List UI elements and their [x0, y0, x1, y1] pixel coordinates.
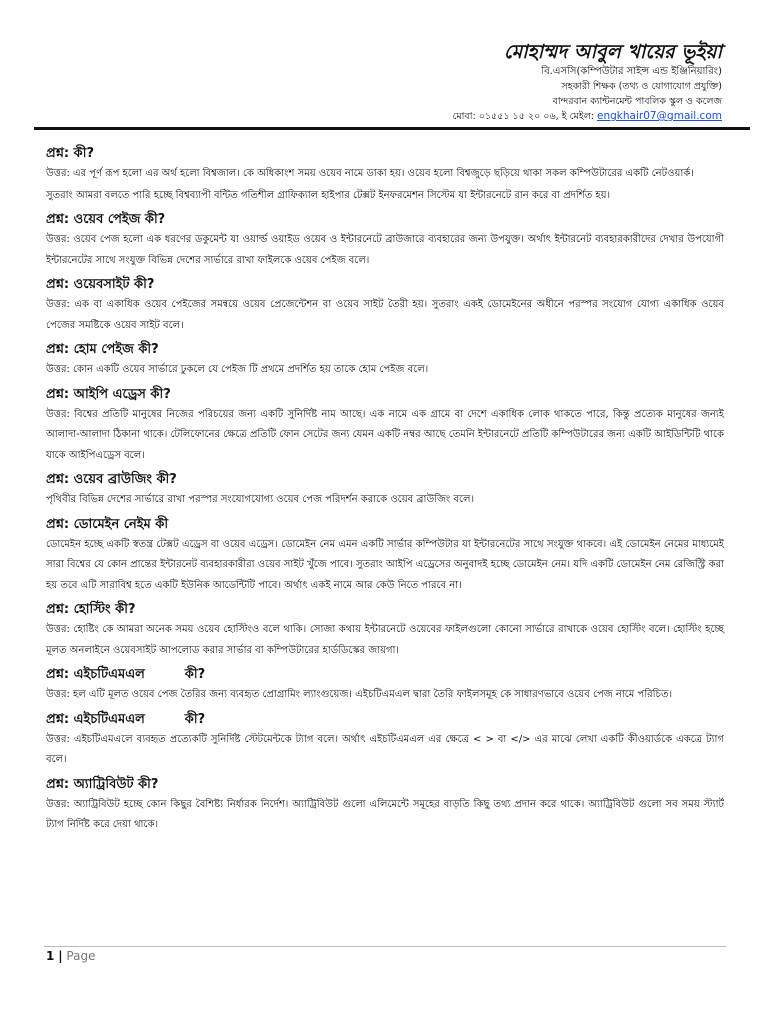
answer-paragraph: সুতরাং আমরা বলতে পারি হচ্ছে বিশ্বব্যাপী বন্টিত গতিশীল গ্রাফিক্যাল হাইপার টেক্সট ইনফরমেশন সিস্টেম যা ইন্টারনেটে রান করে বা প্রদর্শিত হয়।	[46, 189, 611, 201]
question-heading	[46, 665, 724, 685]
answer-paragraph: উত্তর: হল এটি মূলত ওয়েব পেজ তৈরির জন্য ব্যবহৃত প্রোগ্রামিং ল্যাংগুয়েজ। এইচটিএমএল দ্বারা তৈরি ফাইলসমূহ কে সাধারণভাবে ওয়েব পেজ নামে পরিচিত।	[46, 689, 673, 700]
question-heading	[46, 340, 724, 360]
question-prefix: প্রশ্ন:	[46, 212, 70, 227]
question-prefix: প্রশ্ন:	[46, 776, 70, 792]
question-heading	[46, 515, 724, 535]
question-heading	[46, 710, 724, 730]
answer-paragraph: উত্তর: অ্যাট্রিবিউট হচ্ছে কোন কিছুর বৈশিষ্ট্য নির্ধারক নির্দেশ। অ্যাট্রিবিউট গুলো এলিমেন্টে সমূহের বাড়তি কিছু তথ্য প্রদান করে থাকে। অ্যাট্রিবিউট গুলো সব সময় স্ট্যার্ট ট্যাগ নির্দিষ্ট করে দেয়া থাকে।	[46, 798, 724, 830]
footer-divider	[44, 946, 726, 947]
question-heading	[46, 144, 724, 164]
question-title: এইচটিএমএল	[73, 667, 145, 682]
question-heading	[46, 210, 724, 230]
question-heading	[46, 275, 724, 295]
answer-paragraph: ডোমেইন হচ্ছে একটি স্বতন্ত্র টেক্সট এড্রেস বা ওয়েব এড্রেস। ডোমেইন নেম এমন একটি সার্ভার কম্পিউটার যা ইন্টারনেটের সাথে সংযুক্ত থাকবে। এই ডোমেইন নেমের মাধ্যমেই সারা বিশ্বের যে কোন প্রান্তের ইন্টারনেট ব্যবহারকারীরা ওয়েব সাইট খুঁজে পাবে। সুতরাং আইপি এড্রেসের অনুবাদই হচ্ছে ডোমেইন নেম। যদি একটি ডোমেইন নেম রেজিস্ট্রি করা হয় তবে এটি সারাবিশ্ব হতে একটি ইউনিক আডেন্টিটি পাবে। অর্থাৎ একই নামে আর কেউ নিতে পারবে না।	[46, 538, 724, 591]
answer-paragraph: উত্তর: হোষ্টিং কে আমরা অনেক সময় ওয়েব হোস্টিংও বলে থাকি। সোজা কথায় ইন্টারনেটে ওয়েবের ফাইলগুলো কোনো সার্ভারে রাখাকে ওয়েব হোস্টিং বলে। হোস্টিং হচ্ছে মূলত অনলাইনে ওয়েবসাইট আপলোড করার সার্ভার বা কম্পিউটারের হার্ডডিস্কের জায়গা।	[46, 624, 724, 656]
question-title: হোম পেইজ কী?	[73, 342, 159, 357]
question-prefix: প্রশ্ন:	[46, 667, 70, 682]
author-name: মোহাম্মদ আবুল খায়ের ভূইয়া	[503, 41, 722, 63]
question-suffix: কী?	[184, 711, 206, 727]
document-body	[46, 140, 724, 836]
question-title: ওয়েব ব্রাউজিং কী?	[73, 472, 177, 487]
contact-phone: মোবা: ০১৫৫১ ১৫ ২০ ০৬, ই মেইল:	[452, 111, 594, 122]
question-title: আইপি এড্রেস কী?	[73, 386, 171, 402]
document-header	[453, 40, 722, 124]
question-heading	[46, 385, 724, 405]
question-title: কী?	[73, 146, 94, 161]
answer-paragraph: উত্তর: এক বা একাধিক ওয়েব পেইজের সমন্বয়ে ওয়েব প্রেজেন্টেশন বা ওয়েব সাইট তৈরী হয়। সুতরাং একই ডোমেইনের অধীনে পরস্পর সংযোগ যোগ্য একাধিক ওয়েব পেজের সমষ্টিকে ওয়েব সাইট বলে।	[46, 299, 724, 331]
question-heading	[46, 600, 724, 620]
question-prefix: প্রশ্ন:	[46, 146, 70, 161]
question-suffix: কী?	[184, 667, 206, 682]
question-prefix: প্রশ্ন:	[46, 277, 70, 292]
page-separator: |	[58, 949, 63, 963]
author-contact	[453, 109, 722, 124]
answer-paragraph: উত্তর: ওয়েব পেজ হলো এক ধরণের ডকুমেন্ট যা ওয়ার্ল্ড ওয়াইড ওয়েব ও ইন্টারনেটে ব্রাউজারে ব্যবহারের জন্য উপযুক্ত। অর্থাৎ ইন্টারনেট ব্যবহারকারীদের দেখার উপযোগী ইন্টারনেটের সাথে সংযুক্ত বিভিন্ন দেশের সার্ভারে রাখা ফাইলকে ওয়েব পেইজ বলে।	[46, 234, 724, 266]
question-prefix: প্রশ্ন:	[46, 342, 70, 357]
answer-paragraph: উত্তর: বিশ্বের প্রতিটি মানুষের নিজের পরিচয়ের জন্য একটি সুনির্দিষ্ট নাম আছে। এক নামে এক গ্রামে বা দেশে একাধিক লোক থাকতে পারে, কিন্তু প্রত্যেক মানুষের জন্যই আলাদা-আলাদা ঠিকানা থাকে। টেলিফোনের ক্ষেত্রে প্রতিটি ফোন সেটের জন্য যেমন একটি নম্বর আছে তেমনি ইন্টারনেটে প্রতিটি কম্পিউটারের জন্য একটি আইডিন্টিটি থাকে যাকে আইপিএড্রেস বলে।	[46, 408, 724, 461]
question-prefix: প্রশ্ন:	[46, 516, 70, 532]
question-heading	[46, 470, 724, 490]
question-prefix: প্রশ্ন:	[46, 602, 70, 617]
answer-paragraph: উত্তর: এইচটিএমএলে ব্যবহৃত প্রত্যেকটি সুনির্দিষ্ট স্টেটমেন্টকে ট্যাগ বলে। অর্থাৎ এইচটিএমএল এর ক্ষেত্রে < > বা </> এর মাঝে লেখা একটি কীওয়ার্ডকে একত্রে ট্যাগ বলে।	[46, 733, 724, 765]
question-title: ওয়েব পেইজ কী?	[73, 212, 166, 227]
question-title: এইচটিএমএল	[73, 711, 145, 727]
question-title: হোস্টিং কী?	[73, 602, 136, 617]
page-number: 1	[46, 949, 55, 963]
page-footer	[46, 949, 95, 963]
author-designation: সহকারী শিক্ষক (তথ্য ও যোগাযোগ প্রযুক্তি)	[561, 81, 722, 92]
answer-paragraph: পৃথিবীর বিভিন্ন দেশের সার্ভারে রাখা পরস্পর সংযোগযোগ্য ওয়েব পেজ পরিদর্শন করাকে ওয়েব ব্রাউজিং বলে।	[46, 494, 475, 505]
question-prefix: প্রশ্ন:	[46, 386, 70, 402]
question-title: অ্যাট্রিবিউট কী?	[73, 776, 159, 792]
header-divider	[34, 127, 750, 130]
question-title: ওয়েবসাইট কী?	[73, 277, 155, 292]
answer-paragraph: উত্তর: এর পূর্ণ রূপ হলো এর অর্থ হলো বিশ্বজাল। কে অধিকাংশ সময় ওয়েব নামে ডাকা হয়। ওয়েব হলো বিশ্বজুড়ে ছড়িয়ে থাকা সকল কম্পিউটারের একটি নেটওয়ার্ক।	[46, 168, 694, 179]
page-label: Page	[66, 949, 96, 963]
question-prefix: প্রশ্ন:	[46, 711, 70, 727]
author-degree: বি.এসসি(কম্পিউটার সাইন্স এন্ড ইঞ্জিনিয়ারিং)	[541, 66, 722, 77]
answer-paragraph: উত্তর: কোন একটি ওয়েব সার্ভারে ঢুকলে যে পেইজ টি প্রথমে প্রদর্শিত হয় তাকে হোম পেইজ বলে।	[46, 364, 429, 375]
email-link[interactable]: engkhair07@gmail.com	[597, 110, 722, 122]
question-prefix: প্রশ্ন:	[46, 472, 70, 487]
author-institution: বান্দরবান ক্যান্টনমেন্ট পাবলিক স্কুল ও কলেজ	[552, 96, 722, 107]
question-heading	[46, 775, 724, 795]
question-title: ডোমেইন নেইম কী	[73, 516, 169, 532]
